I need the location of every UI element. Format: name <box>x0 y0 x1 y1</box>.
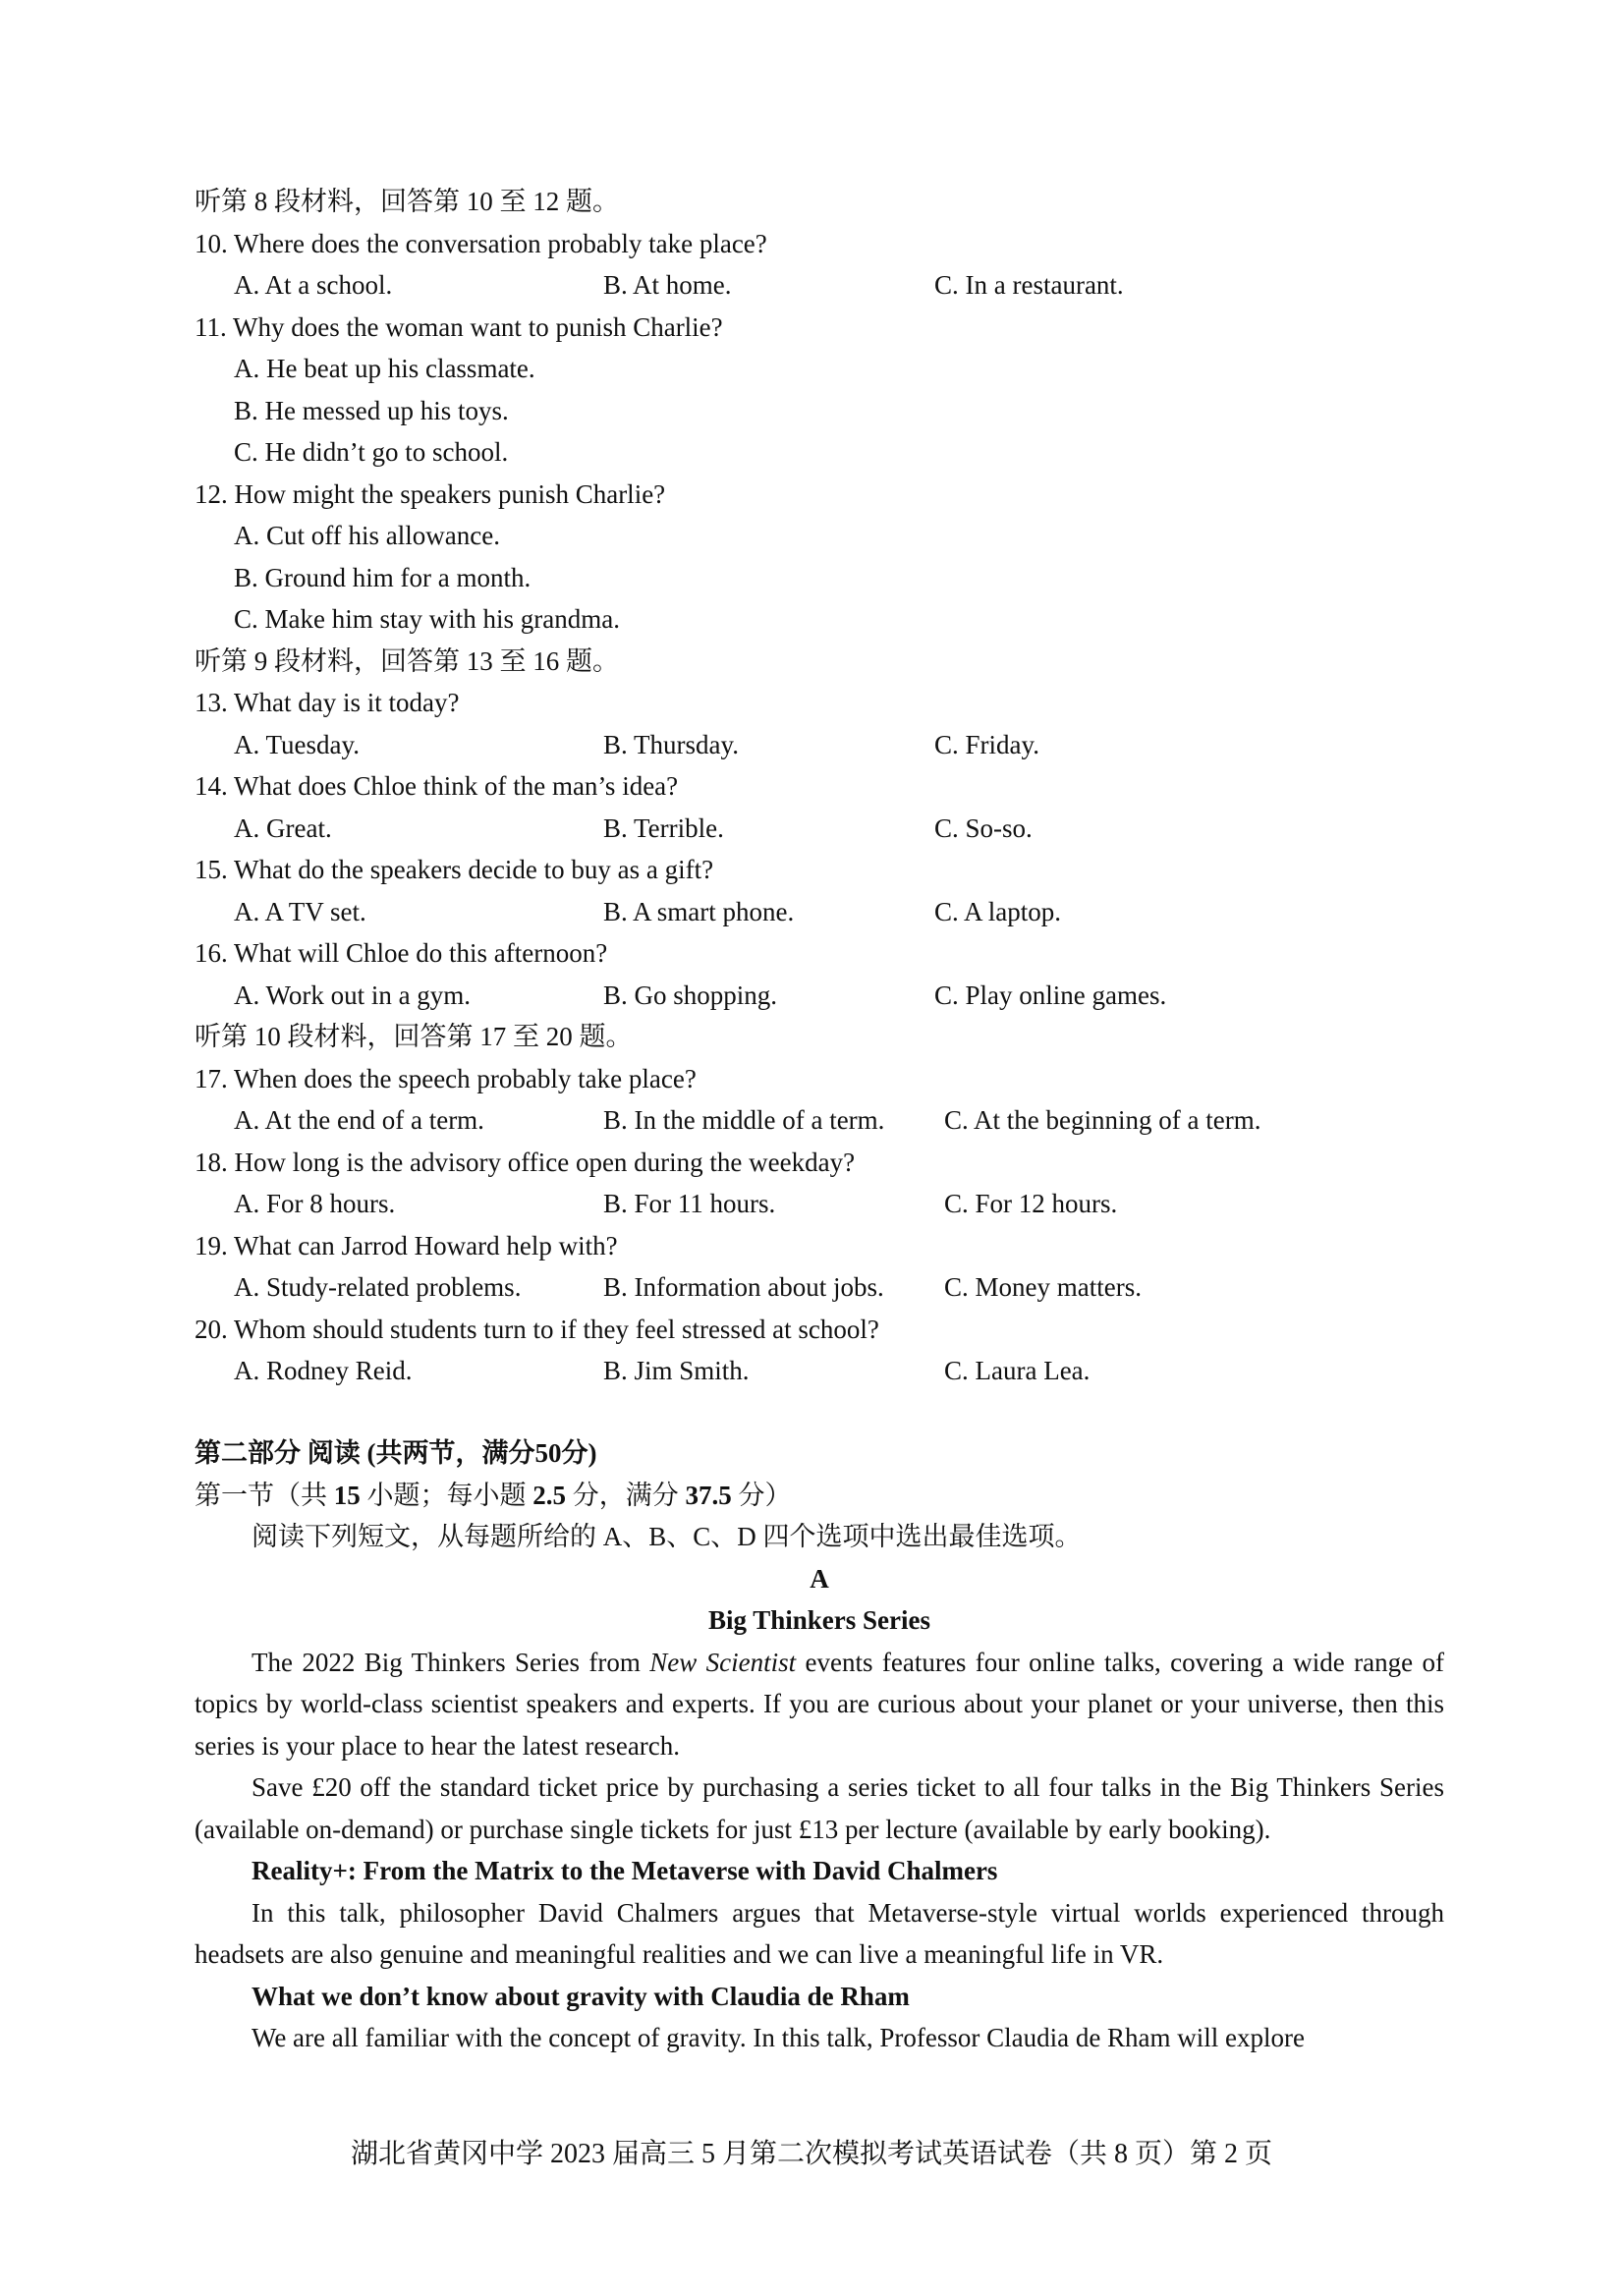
paragraph-1 <box>195 1642 1444 1767</box>
question-12-stem: 12. How might the speakers punish Charlie? <box>195 478 666 509</box>
question-17-stem: 17. When does the speech probably take place? <box>195 1063 697 1093</box>
option-a: A. For 8 hours. <box>234 1189 396 1218</box>
option-a: A. Rodney Reid. <box>234 1356 413 1385</box>
question-10-options <box>195 264 1444 307</box>
question-count: 15 <box>333 1480 361 1510</box>
talk-1-title: Reality+: From the Matrix to the Metaverse with David Chalmers <box>252 1856 998 1885</box>
option-c: C. Make him stay with his grandma. <box>234 604 620 634</box>
section-header-text: 分） <box>731 1480 792 1510</box>
option-c: C. For 12 hours. <box>944 1189 1118 1218</box>
question-20-stem: 20. Whom should students turn to if they feel stressed at school? <box>195 1314 879 1344</box>
question-18-stem: 18. How long is the advisory office open during the weekday? <box>195 1147 856 1177</box>
option-a: A. Study-related problems. <box>234 1272 522 1302</box>
question-15-options <box>195 891 1444 933</box>
option-c: C. In a restaurant. <box>934 270 1124 300</box>
question-13-stem: 13. What day is it today? <box>195 688 460 717</box>
listening-section <box>195 181 1444 1392</box>
option-a: A. Tuesday. <box>234 729 361 759</box>
paragraph-2: Save £20 off the standard ticket price by purchasing a series ticket to all four talks in the Big Thinkers Series (available on-demand) or purchase single tickets for just £13 per lecture (available by early booking). <box>195 1772 1444 1844</box>
section-header <box>195 1475 1444 1517</box>
option-b: B. He messed up his toys. <box>234 395 509 425</box>
option-b: B. Information about jobs. <box>603 1272 884 1302</box>
question-11-stem: 11. Why does the woman want to punish Charlie? <box>195 311 723 342</box>
option-a: A. At the end of a term. <box>234 1105 484 1135</box>
question-12-option-c <box>195 598 1444 641</box>
option-c: C. Friday. <box>934 729 1039 759</box>
reading-section <box>195 1432 1444 2059</box>
points-each: 2.5 <box>532 1480 566 1510</box>
talk-2-title: What we don’t know about gravity with Claudia de Rham <box>252 1981 910 2011</box>
option-b: B. In the middle of a term. <box>603 1105 885 1135</box>
section-intro-8: 听第 8 段材料，回答第 10 至 12 题。 <box>195 187 619 216</box>
question-15-stem: 15. What do the speakers decide to buy as a gift? <box>195 855 714 884</box>
question-16-options <box>195 975 1444 1017</box>
question-14-stem: 14. What does Chloe think of the man’s idea? <box>195 771 679 801</box>
question-12-option-b <box>195 557 1444 599</box>
instruction: 阅读下列短文，从每题所给的 A、B、C、D 四个选项中选出最佳选项。 <box>252 1522 1082 1551</box>
section-header-text: 小题；每小题 <box>360 1480 533 1510</box>
option-b: B. For 11 hours. <box>603 1189 776 1218</box>
paragraph-text: The 2022 Big Thinkers Series from <box>252 1647 650 1677</box>
question-18-options <box>195 1183 1444 1225</box>
option-a: A. He beat up his classmate. <box>234 354 535 383</box>
option-b: B. At home. <box>603 270 732 300</box>
option-b: B. A smart phone. <box>603 896 795 926</box>
question-13-options <box>195 724 1444 766</box>
option-a: A. A TV set. <box>234 896 366 926</box>
option-b: B. Ground him for a month. <box>234 562 532 592</box>
option-a: A. Work out in a gym. <box>234 980 472 1010</box>
question-11-option-b <box>195 390 1444 432</box>
option-c: C. At the beginning of a term. <box>944 1105 1261 1135</box>
talk-1-body: In this talk, philosopher David Chalmers argues that Metaverse-style virtual worlds experienced through headsets are also genuine and meaningful realities and we can live a meaningful life in VR. <box>195 1897 1444 1969</box>
question-20-options <box>195 1350 1444 1392</box>
option-b: B. Thursday. <box>603 729 739 759</box>
question-17-options <box>195 1099 1444 1142</box>
option-b: B. Jim Smith. <box>603 1356 750 1385</box>
question-12-option-a <box>195 515 1444 557</box>
paragraph-text: events features four online talks, covering a wide range of topics by world-class scientist speakers and experts. If you are curious about your planet or your universe, then this series is your place to hear the latest research. <box>195 1647 1445 1761</box>
passage-letter: A <box>810 1563 829 1594</box>
publication-name: New Scientist <box>649 1647 797 1677</box>
points-total: 37.5 <box>685 1480 732 1510</box>
option-b: B. Go shopping. <box>603 980 778 1010</box>
question-19-options <box>195 1266 1444 1309</box>
option-c: C. Money matters. <box>944 1272 1142 1302</box>
question-11-option-c <box>195 431 1444 474</box>
question-11-option-a <box>195 348 1444 390</box>
option-a: A. At a school. <box>234 270 393 300</box>
talk-2-body: We are all familiar with the concept of gravity. In this talk, Professor Claudia de Rham will explore <box>252 2023 1306 2052</box>
option-c: C. He didn’t go to school. <box>234 437 509 467</box>
option-c: C. Laura Lea. <box>944 1356 1091 1385</box>
section-header-text: 分，满分 <box>566 1480 686 1510</box>
part-title: 第二部分 阅读 (共两节，满分50分) <box>195 1438 597 1468</box>
option-c: C. So-so. <box>934 812 1033 843</box>
section-intro-9: 听第 9 段材料，回答第 13 至 16 题。 <box>195 645 619 676</box>
section-intro-10: 听第 10 段材料，回答第 17 至 20 题。 <box>195 1022 633 1051</box>
option-c: C. Play online games. <box>934 980 1167 1010</box>
page-footer: 湖北省黄冈中学 2023 届高三 5 月第二次模拟考试英语试卷（共 8 页）第 2 页 <box>350 2139 1272 2169</box>
option-b: B. Terrible. <box>603 812 724 843</box>
option-a: A. Great. <box>234 812 332 843</box>
question-10-stem: 10. Where does the conversation probably take place? <box>195 228 767 258</box>
section-header-text: 第一节（共 <box>195 1480 334 1510</box>
question-19-stem: 19. What can Jarrod Howard help with? <box>195 1230 618 1260</box>
option-c: C. A laptop. <box>934 896 1062 926</box>
passage-title: Big Thinkers Series <box>707 1605 931 1635</box>
question-14-options <box>195 808 1444 850</box>
option-a: A. Cut off his allowance. <box>234 521 500 550</box>
question-16-stem: 16. What will Chloe do this afternoon? <box>195 938 608 968</box>
